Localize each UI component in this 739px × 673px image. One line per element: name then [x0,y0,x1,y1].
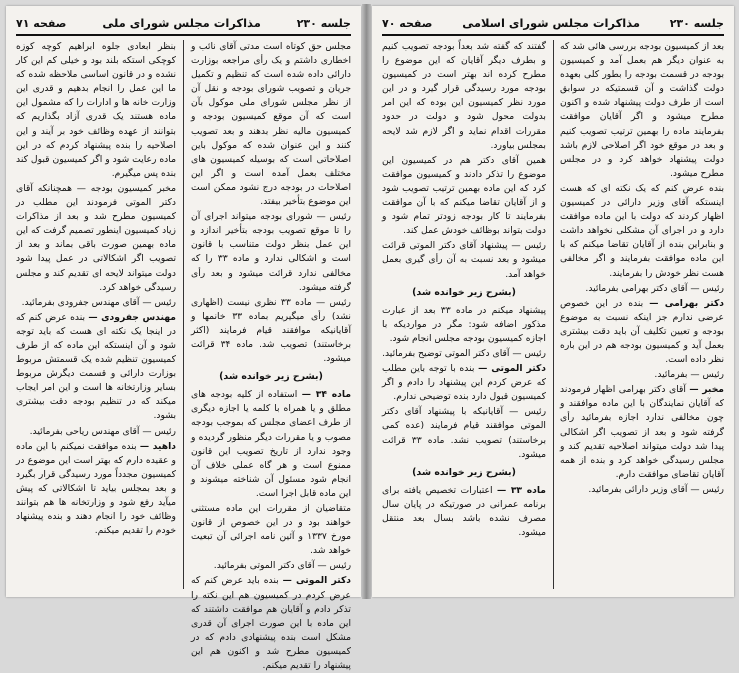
speaker-name: دکتر الموتی — [282,575,352,587]
speaker-paragraph [16,440,176,539]
body-paragraph: گفتند که گفته شد بعداً بودجه تصویب کنیم و بطرف دیگر آقایان که این موضوع را مطرح کرده اند بهتر است در کمیسیون بودجه مورد رسیدگی قرار گیرد و در این مورد نظر کمیسیون این بوده که این امر بدولت محول شود و دولت در حدود مقررات اقدام نماید و اگر لازم شد لایحه بمجلس بیاورد. [382,41,546,151]
right-page-right-column [560,40,724,589]
left-page [6,6,361,672]
section-heading: (بشرح زیر خوانده شد) [412,466,516,478]
section-heading: (بشرح زیر خوانده شد) [412,286,516,298]
speaker-name: مخبر — [689,384,724,396]
right-page-number: صفحه ۷۰ [382,16,433,30]
right-page-header [382,12,724,36]
left-session-label: جلسه ۲۳۰ [296,16,351,30]
speaker-paragraph [16,311,176,424]
paragraph-text: بنده موافقت نمیکنم با این ماده و عقیده دارم که بهتر است این موضوع در کمیسیون مجدداً مورد رسیدگی قرار بگیرد و بعد بمجلس بیاید تا اشکالاتی که پیش میآید رفع شود و وزارتخانه ها هم بتوانند وظائف خود را انجام دهند و بنده پیشنهاد خودم را تقدیم میکنم. [16,440,176,537]
article-paragraph [382,484,546,540]
paragraph-text: بنده باید عرض کنم که عرض کردم در کمیسیون هم این نکته را تذکر دادم و آقایان هم موافقت داشتند که این ماده با این صورت اجرای آن قدری مشکل است بنده پیشنهادی دادم که در کمیسیون مطرح شد و اکنون هم این پیشنهاد را تقدیم میکنم. [191,575,351,672]
section-heading: (بشرح زیر خوانده شد) [219,371,323,383]
paragraph-text: اعتبارات تخصیص یافته برای برنامه عمرانی در صورتیکه در پایان سال مصرف نشده باشد بسال بعد منتقل میشود. [382,484,546,539]
left-running-title: مذاکرات مجلس شورای ملی [102,16,261,30]
left-page-header [16,12,351,36]
speaker-name: دکتر بهرامی — [649,297,724,309]
body-paragraph: رئیس — شورای بودجه میتواند اجرای آن را تا موقع تصویب بودجه بتأخیر اندازد و این عمل بنظر دولت متناسب با قانون است و اشکالی ندارد و ماده ۳۳ را که مخالفی ندارد قرائت میشود و بعد رأی گرفته میشود. [191,211,351,293]
paragraph-text: بنده عرض کنم که در اینجا یک نکته ای هست که باید توجه شود و آن اینستکه این ماده که از طرف کمیسیون تنظیم شده یک قسمتش مربوط بوزارت دارائی و قسمت دیگرش مربوط بسایر وزارتخانه ها است و این امر ایجاب میکند که در تنظیم بودجه دقت بیشتری بشود. [16,311,176,422]
body-paragraph: رئیس — آقای مهندس جفرودی بفرمائید. [21,296,176,308]
book-gutter [362,4,371,599]
body-paragraph: بنظر ابعادی جلوه ابراهیم کوچه کوزه کوچکی استکه بلند بود و خیلی کم این کار نشده و در قانون اساسی ملاحظه شده که ما این عمل را انجام بدهیم و قدری این وزارت خانه ها و ادارات را که مشمول این ماده هستند یک قدری آزاد بگذاریم که بتوانند از عهده وظائف خود بر آیند و این اصلاحیه را بنده پیشنهاد کردم که در این ماده رعایت شود و اگر کمیسیون قبول کند بنده پس میگیرم. [16,41,176,179]
paragraph-text: آقای دکتر بهرامی اظهار فرمودند که آقایان نمایندگان با این ماده موافقند و چون مخالفی ندارد اجازه بفرمائید رأی گرفته شود و بعد از تصویب اگر اشکالی پیدا شد دولت میتواند اصلاحیه تقدیم کند و مجلس رسیدگی خواهد کرد و بنده از همه آقایان تقاضای موافقت دارم. [560,384,724,480]
left-page-right-column [191,40,352,672]
paragraph-text: بنده با توجه باین مطلب که عرض کردم این پیشنهاد را دادم و اگر کمیسیون قبول دارد بنده توضیحی ندارم. [382,363,546,403]
speaker-paragraph [560,383,724,482]
right-page-column-divider [553,40,554,589]
speaker-name: مهندس جفرودی — [88,311,176,323]
article-number: ماده ۳۳ — [496,484,546,496]
left-page-left-column [16,40,176,589]
body-paragraph: رئیس — آقای دکتر الموتی بفرمائید. [213,560,351,572]
body-paragraph: رئیس — آقای مهندس ریاحی بفرمائید. [29,425,176,437]
body-paragraph: رئیس — آقای دکتر الموتی توضیح بفرمائید. [382,347,546,359]
right-page [372,6,734,597]
speaker-name: داهید — [139,440,176,452]
body-paragraph: رئیس — آقایانیکه با پیشنهاد آقای دکتر الموتی موافقند قیام فرمایند (عده کمی برخاستند) تصویب نشد. ماده ۳۳ قرائت میشود. [382,406,546,460]
body-paragraph: رئیس — ماده ۳۳ نظری نیست (اظهاری نشد) رأی میگیریم بماده ۳۳ خانمها و آقایانیکه موافقند قیام فرمایند (اکثر برخاستند) تصویب شد. ماده ۳۴ قرائت میشود. [191,296,352,365]
body-paragraph: متقاضیان از مقررات این ماده مستثنی خواهند بود و در این خصوص از قانون مورخ ۱۳۳۷ و آئین نامه اجرائی آن تبعیت خواهد شد. [191,503,351,557]
speaker-paragraph [560,297,724,367]
right-running-title: مذاکرات مجلس شورای اسلامی [462,16,640,30]
right-page-left-column [382,40,546,589]
body-paragraph: مجلس حق کوتاه است مدتی آقای نائب و اخطاری داشتم و یک رأی مراجعه بوزارت دارائی داده شده است که تنظیم و تکمیل جریان و تصویب شورای بودجه و نقل آن از نظر مجلس شورای ملی موکول بآن است که آن موقع کمیسیون بودجه و کمیسیون مالیه نظر بدهند و بعد تصویب کنند و این عنوان شده که موکول باین اصلاحاتی است که بوسیله کمیسیون های مختلف بعمل آمده است و اگر این اصلاحات در بودجه درج نشود ممکن است این موضوع بتأخیر بیفتد. [191,41,351,208]
speaker-paragraph [191,574,351,673]
body-paragraph: رئیس — آقای وزیر دارائی بفرمائید. [588,483,724,495]
body-paragraph: رئیس — پیشنهاد آقای دکتر الموتی قرائت میشود و بعد نسبت به آن رأی گیری بعمل خواهد آمد. [382,240,546,280]
body-paragraph: بعد از کمیسیون بودجه بررسی هائی شد که به عنوان دیگر هم بعمل آمد و کمیسیون بودجه در قسمت بودجه را بطور کلی بعهده دولت گذاشت و آن قسمتیکه در سوابق است از طرف دولت پیشنهاد شده و اکنون مطرح میشود و اگر آقایان موافقت بفرمایند ماده را بهمین ترتیب تصویب کنیم و بعد در موقع خود اگر اصلاحی لازم باشد دولت پیشنهاد خواهد کرد و در مجلس مطرح میشود. [560,41,724,179]
left-page-column-divider [183,40,184,589]
article-paragraph [191,388,351,501]
speaker-paragraph [382,362,546,404]
left-page-number: صفحه ۷۱ [16,16,67,30]
body-paragraph: همین آقای دکتر هم در کمیسیون این موضوع را تذکر دادند و کمیسیون موافقت کرد که این ماده بهمین ترتیب تصویب شود و از آقایان تقاضا میکنم که با آن موافقت بفرمایند تا کار بودجه زودتر تمام شود و دولت بتواند بوظائف خودش عمل کند. [382,154,546,237]
paragraph-text: بنده در این خصوص عرضی ندارم جز اینکه نسبت به موضوع بودجه و تعیین تکلیف آن باید دقت بیشتری بعمل آید و کمیسیون بودجه هم در این باره نظر داده است. [560,297,724,366]
body-paragraph: بنده عرض کنم که یک نکته ای که هست اینستکه آقای وزیر دارائی در کمیسیون اظهار کردند که دولت با این ماده موافقت دارد و در اجرای آن مشکلی نخواهد داشت و بنابراین بنده از آقایان تقاضا میکنم که با این ماده موافقت بفرمایند و اگر مخالفی هست نظر خودش را بفرمایند. [560,182,724,279]
body-paragraph: رئیس — آقای دکتر بهرامی بفرمائید. [585,282,724,294]
speaker-name: دکتر الموتی — [478,363,546,375]
body-paragraph: مخبر کمیسیون بودجه — همچنانکه آقای دکتر الموتی فرمودند این مطلب در کمیسیون مطرح شد و بعد از مذاکرات زیاد کمیسیون اینطور تصمیم گرفت که این ماده بهمین صورت باقی بماند و بعد از تصویب اگر اشکالاتی در عمل پیدا شود دولت میتواند لایحه ای تقدیم کند و مجلس رسیدگی خواهد کرد. [16,182,176,293]
paragraph-text: استفاده از کلیه بودجه های مطلق و یا همراه با کلمه یا اجازه دیگری از طرف اعضای مجلس که بموجب بودجه مصوب و یا مقررات دیگر منظور گردیده و وجود ندارد از تاریخ تصویب این قانون ممنوع است و هر گاه عملی خلاف آن انجام شود مسئول آن شناخته میشوند و این ماده قابل اجرا است. [191,389,351,499]
article-number: ماده ۳۴ — [301,389,352,401]
body-paragraph: رئیس — بفرمائید. [654,369,724,381]
body-paragraph: پیشنهاد میکنم در ماده ۳۳ بعد از عبارت مذکور اضافه شود: مگر در مواردیکه با اجازه کمیسیون بودجه مجلس انجام شود. [382,304,546,344]
right-session-label: جلسه ۲۳۰ [669,16,724,30]
